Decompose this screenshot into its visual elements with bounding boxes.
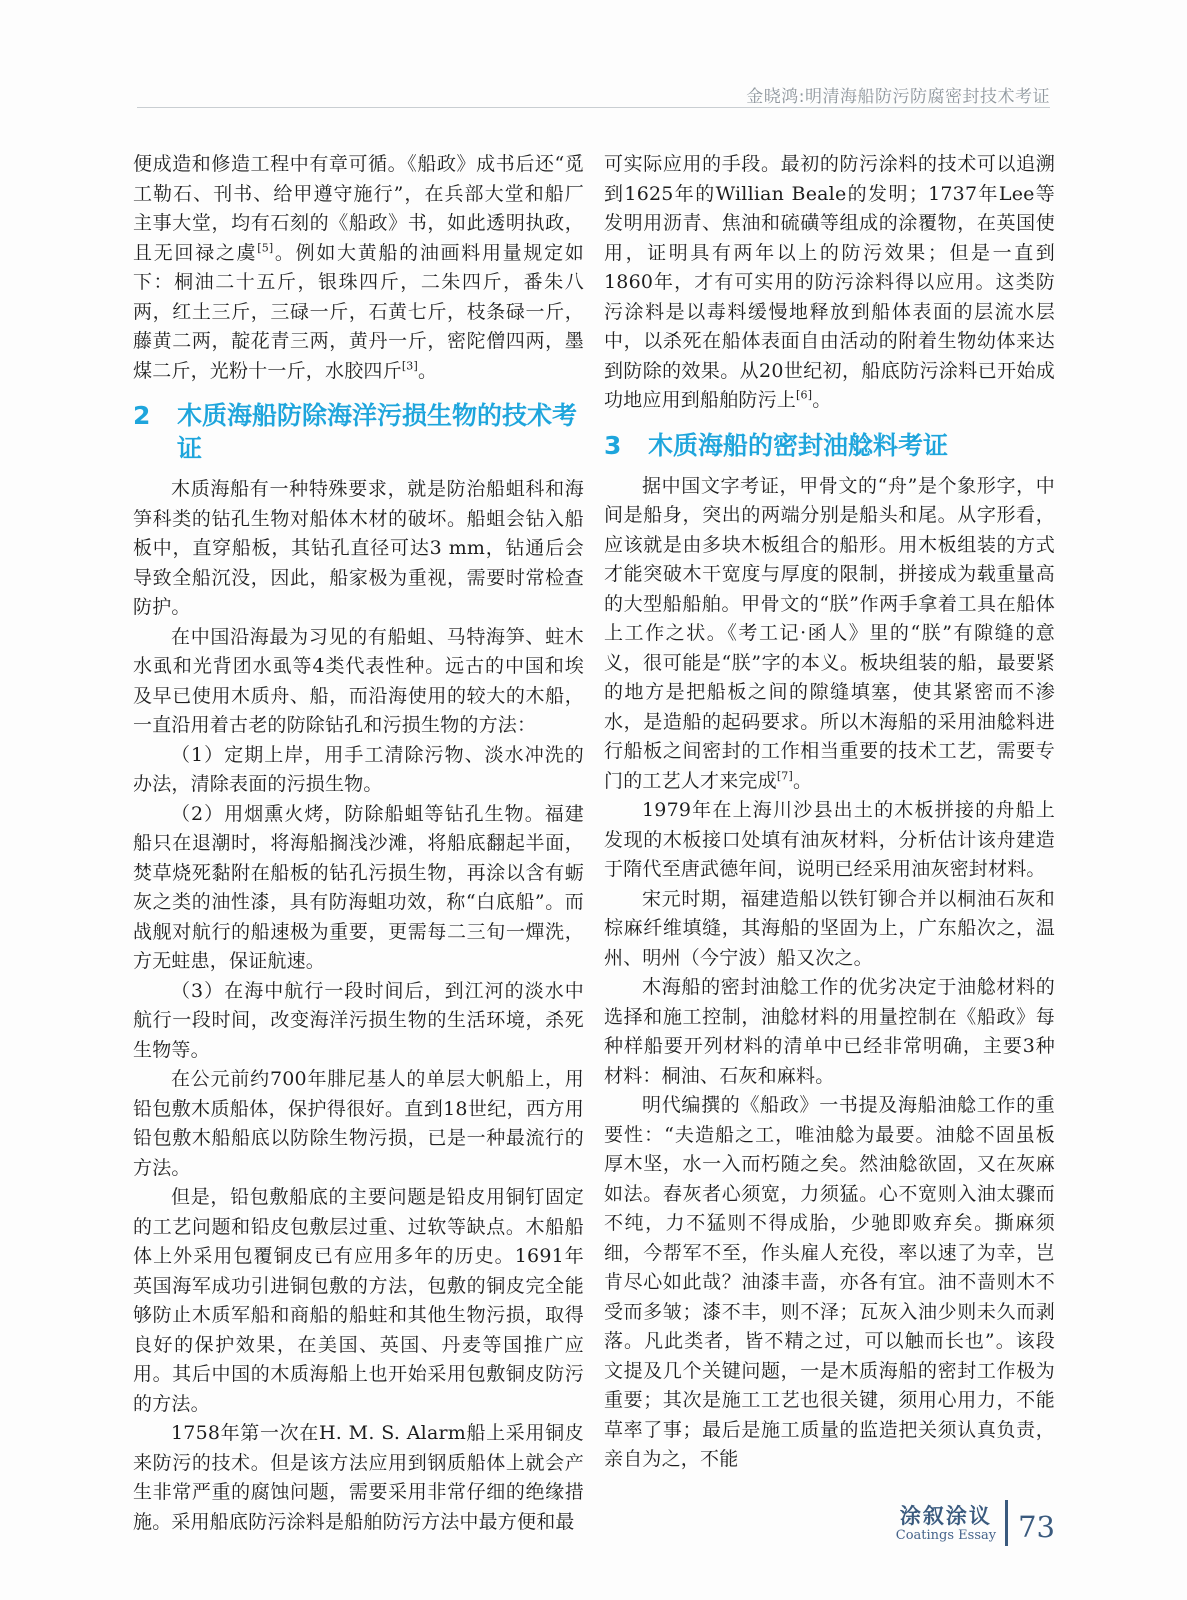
section-number: 2 <box>133 401 151 430</box>
section-title: 木质海船防除海洋污损生物的技术考证 <box>177 401 578 463</box>
section-title: 木质海船的密封油艌料考证 <box>648 430 949 460</box>
paragraph: 可实际应用的手段。最初的防污涂料的技术可以追溯到1625年的Willian Beale的发明；1737年Lee等发明用沥青、焦油和硫磺等组成的涂覆物，在英国使用，证明具有两年以上的防污效果；但是一直到1860年，才有可实用的防污涂料得以应用。这类防污涂料是以毒料缓慢地释放到船体表面的层流水层中，以杀死在船体表面自由活动的附着生物幼体来达到防除的效果。从20世纪初，船底防污涂料已开始成功地应用到船舶防污上[6]。 <box>604 153 1055 411</box>
section-heading <box>604 429 1055 462</box>
paragraph: 在公元前约700年腓尼基人的单层大帆船上，用铅包敷木质船体，保护得很好。直到18世纪，西方用铅包敷木船船底以防除生物污损，已是一种最流行的方法。 <box>133 1068 584 1179</box>
footer-column-name-en: Coatings Essay <box>895 1527 997 1543</box>
section-number: 3 <box>604 430 622 460</box>
reference-marker: [7] <box>776 769 793 783</box>
running-title: 金晓鸿:明清海船防污防腐密封技术考证 <box>746 87 1050 107</box>
column-left <box>133 150 584 1537</box>
footer-divider-bar <box>1005 1500 1008 1546</box>
paragraph: 明代编撰的《船政》一书提及海船油艌工作的重要性：“夫造船之工，唯油艌为最要。油艌不固虽板厚木坚，水一入而朽随之矣。然油艌欲固，又在灰麻如法。舂灰者心须宽，力须猛。心不宽则入油太骤而不纯，力不猛则不得成胎，少驰即败弃矣。撕麻须细，今帮军不至，作头雇人充役，率以速了为幸，岂肯尽心如此哉？油漆丰啬，亦各有宜。油不啬则木不受而多皱；漆不丰，则不泽；瓦灰入油少则未久而剥落。凡此类者，皆不精之过，可以触而长也”。该段文提及几个关键问题，一是木质海船的密封工作极为重要；其次是施工工艺也很关键，须用心用力，不能草率了事；最后是施工质量的监造把关须认真负责，亲自为之，不能 <box>604 1094 1055 1470</box>
reference-marker: [3] <box>401 359 418 373</box>
paragraph: 便成造和修造工程中有章可循。《船政》成书后还“觅工勒石、刊书、给甲遵守施行”，在兵部大堂和船厂主事大堂，均有石刻的《船政》书，如此透明执政，且无回禄之虞[5]。例如大黄船的油画料用量规定如下：桐油二十五斤，银珠四斤，二朱四斤，番朱八两，红土三斤，三碌一斤，石黄七斤，枝条碌一斤，藤黄二两，靛花青三两，黄丹一斤，密陀僧四两，墨煤二斤，光粉十一斤，水胶四斤[3]。 <box>133 153 584 382</box>
paragraph: 据中国文字考证，甲骨文的“舟”是个象形字，中间是船身，突出的两端分别是船头和尾。从字形看，应该就是由多块木板组合的船形。用木板组装的方式才能突破木干宽度与厚度的限制，拼接成为载重量高的大型船船舶。甲骨文的“朕”作两手拿着工具在船体上工作之状。《考工记·函人》里的“朕”有隙缝的意义，很可能是“朕”字的本义。板块组装的船，最要紧的地方是把船板之间的隙缝填塞，使其紧密而不渗水，是造船的起码要求。所以木海船的采用油艌料进行船板之间密封的工作相当重要的技术工艺，需要专门的工艺人才来完成[7]。 <box>604 474 1055 792</box>
paragraph: （2）用烟熏火烤，防除船蛆等钻孔生物。福建船只在退潮时，将海船搁浅沙滩，将船底翻起半面，焚草烧死黏附在船板的钻孔污损生物，再涂以含有蛎灰之类的油性漆，具有防海蛆功效，称“白底船”。而战舰对航行的船速极为重要，更需每二三旬一燀洗，方无蛀患，保证航速。 <box>133 802 584 972</box>
paragraph: （3）在海中航行一段时间后，到江河的淡水中航行一段时间，改变海洋污损生物的生活环境，杀死生物等。 <box>133 979 584 1061</box>
paragraph: 木质海船有一种特殊要求，就是防治船蛆科和海笋科类的钻孔生物对船体木材的破坏。船蛆会钻入船板中，直穿船板，其钻孔直径可达3 mm，钻通后会导致全船沉没，因此，船家极为重视，需要时常检查防护。 <box>133 478 584 618</box>
footer-brand <box>896 1504 996 1543</box>
column-right <box>604 150 1055 1537</box>
paragraph: 1758年第一次在H. M. S. Alarm船上采用铜皮来防污的技术。但是该方法应用到钢质船体上就会产生非常严重的腐蚀问题，需要采用非常仔细的绝缘措施。采用船底防污涂料是船舶防污方法中最方便和最 <box>133 1422 584 1533</box>
footer-column-name-cn: 涂叙涂议 <box>899 1503 992 1528</box>
paragraph: 木海船的密封油艌工作的优劣决定于油艌材料的选择和施工控制，油艌材料的用量控制在《船政》每种样船要开列材料的清单中已经非常明确，主要3种材料：桐油、石灰和麻料。 <box>604 976 1055 1087</box>
page-number: 73 <box>1018 1510 1055 1544</box>
paragraph: 在中国沿海最为习见的有船蛆、马特海笋、蛀木水虱和光背团水虱等4类代表性种。远古的中国和埃及早已使用木质舟、船，而沿海使用的较大的木船，一直沿用着古老的防除钻孔和污损生物的方法： <box>133 625 584 736</box>
paragraph: 宋元时期，福建造船以铁钉铆合并以桐油石灰和棕麻纤维填缝，其海船的坚固为上，广东船次之，温州、明州（今宁波）船又次之。 <box>604 887 1055 969</box>
paragraph: 但是，铅包敷船底的主要问题是铅皮用铜钉固定的工艺问题和铅皮包敷层过重、过软等缺点。木船船体上外采用包覆铜皮已有应用多年的历史。1691年英国海军成功引进铜包敷的方法，包敷的铜皮完全能够防止木质军船和商船的船蛀和其他生物污损，取得良好的保护效果，在美国、英国、丹麦等国推广应用。其后中国的木质海船上也开始采用包敷铜皮防污的方法。 <box>133 1186 584 1415</box>
reference-marker: [5] <box>257 241 274 255</box>
page-footer <box>896 1500 1055 1546</box>
section-heading <box>133 399 584 465</box>
paragraph: （1）定期上岸，用手工清除污物、淡水冲洗的办法，清除表面的污损生物。 <box>133 743 584 795</box>
article-body <box>133 150 1055 1537</box>
header-rule <box>137 107 1050 108</box>
reference-marker: [6] <box>796 388 813 402</box>
paragraph: 1979年在上海川沙县出土的木板拼接的舟船上发现的木板接口处填有油灰材料，分析估计该舟建造于隋代至唐武德年间，说明已经采用油灰密封材料。 <box>604 799 1055 880</box>
